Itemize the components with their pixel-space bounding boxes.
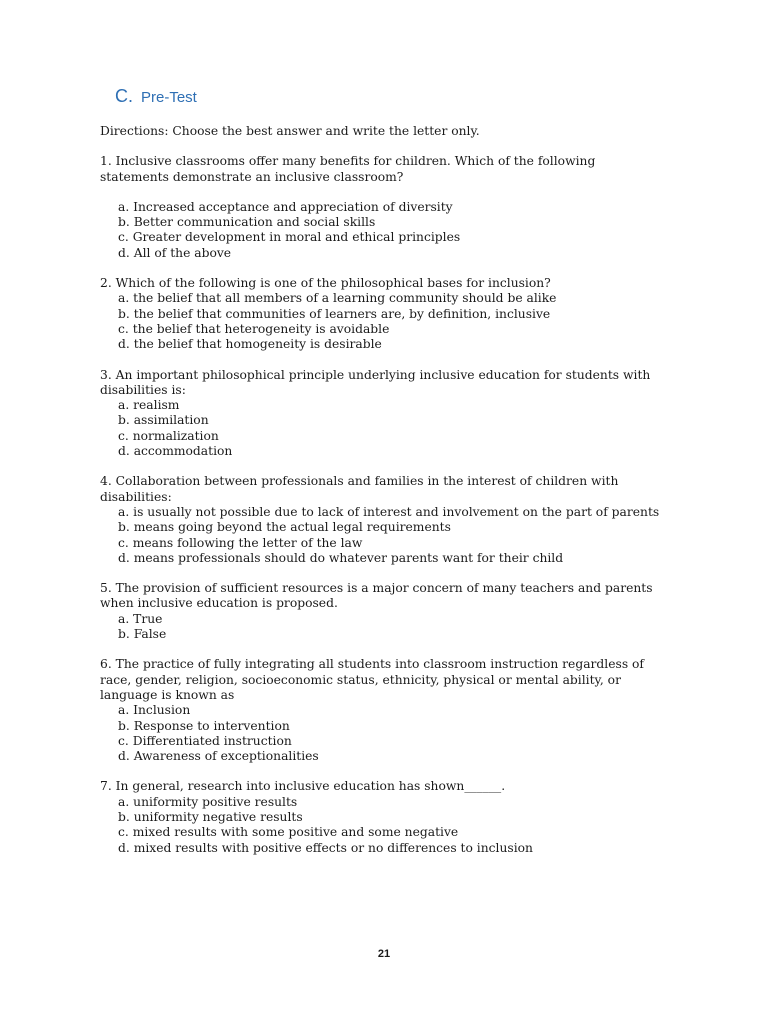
question-text: 5. The provision of sufficient resources is a major concern of many teachers and parents when inclusive education is proposed. <box>100 581 653 611</box>
question-text: 4. Collaboration between professionals and families in the interest of children with disabilities: <box>100 474 619 504</box>
section-letter: C. <box>115 86 133 106</box>
question-4 <box>100 474 660 566</box>
option-a: a. Inclusion <box>118 703 191 718</box>
option-a: a. is usually not possible due to lack of interest and involvement on the part of parents <box>118 504 660 519</box>
test-content <box>100 124 660 871</box>
option-c: c. means following the letter of the law <box>118 535 363 550</box>
question-3 <box>100 368 660 460</box>
question-2 <box>100 276 660 352</box>
option-d: d. mixed results with positive effects or no differences to inclusion <box>118 840 533 855</box>
option-c: c. mixed results with some positive and some negative <box>118 825 459 840</box>
question-5 <box>100 581 660 642</box>
option-c: c. normalization <box>118 428 219 443</box>
question-text: 3. An important philosophical principle underlying inclusive education for students with disabilities is: <box>100 367 651 397</box>
option-b: b. uniformity negative results <box>118 809 303 824</box>
question-7 <box>100 779 660 855</box>
option-a: a. uniformity positive results <box>118 794 298 809</box>
option-b: b. Response to intervention <box>118 718 290 733</box>
option-c: c. Differentiated instruction <box>118 733 292 748</box>
question-text: 2. Which of the following is one of the philosophical bases for inclusion? <box>100 276 551 291</box>
page-number: 21 <box>377 948 391 960</box>
option-b: b. assimilation <box>118 413 209 428</box>
question-text: 1. Inclusive classrooms offer many benefits for children. Which of the following statements demonstrate an inclusive classroom? <box>100 154 596 184</box>
option-b: b. the belief that communities of learners are, by definition, inclusive <box>118 306 551 321</box>
option-d: d. the belief that homogeneity is desirable <box>118 337 382 352</box>
option-d: d. means professionals should do whatever parents want for their child <box>118 550 564 565</box>
directions-text: Directions: Choose the best answer and write the letter only. <box>100 124 480 138</box>
option-a: a. the belief that all members of a learning community should be alike <box>118 291 557 306</box>
question-6 <box>100 657 660 764</box>
option-d: d. All of the above <box>118 245 232 260</box>
option-b: b. Better communication and social skills <box>118 215 376 230</box>
option-a: a. realism <box>118 398 180 413</box>
option-c: c. Greater development in moral and ethical principles <box>118 230 461 245</box>
question-1 <box>100 154 660 261</box>
option-b: b. False <box>118 627 167 642</box>
section-heading <box>115 86 197 107</box>
option-b: b. means going beyond the actual legal requirements <box>118 520 451 535</box>
option-d: d. accommodation <box>118 444 233 459</box>
option-d: d. Awareness of exceptionalities <box>118 749 319 764</box>
section-title: Pre-Test <box>141 89 197 106</box>
question-text: 7. In general, research into inclusive education has shown______. <box>100 779 506 794</box>
option-c: c. the belief that heterogeneity is avoidable <box>118 321 390 336</box>
question-text: 6. The practice of fully integrating all students into classroom instruction regardless of race, gender, religion, socioeconomic status, ethnicity, physical or mental ability, or language is known as <box>100 657 644 702</box>
option-a: a. Increased acceptance and appreciation of diversity <box>118 199 453 214</box>
option-a: a. True <box>118 611 163 626</box>
